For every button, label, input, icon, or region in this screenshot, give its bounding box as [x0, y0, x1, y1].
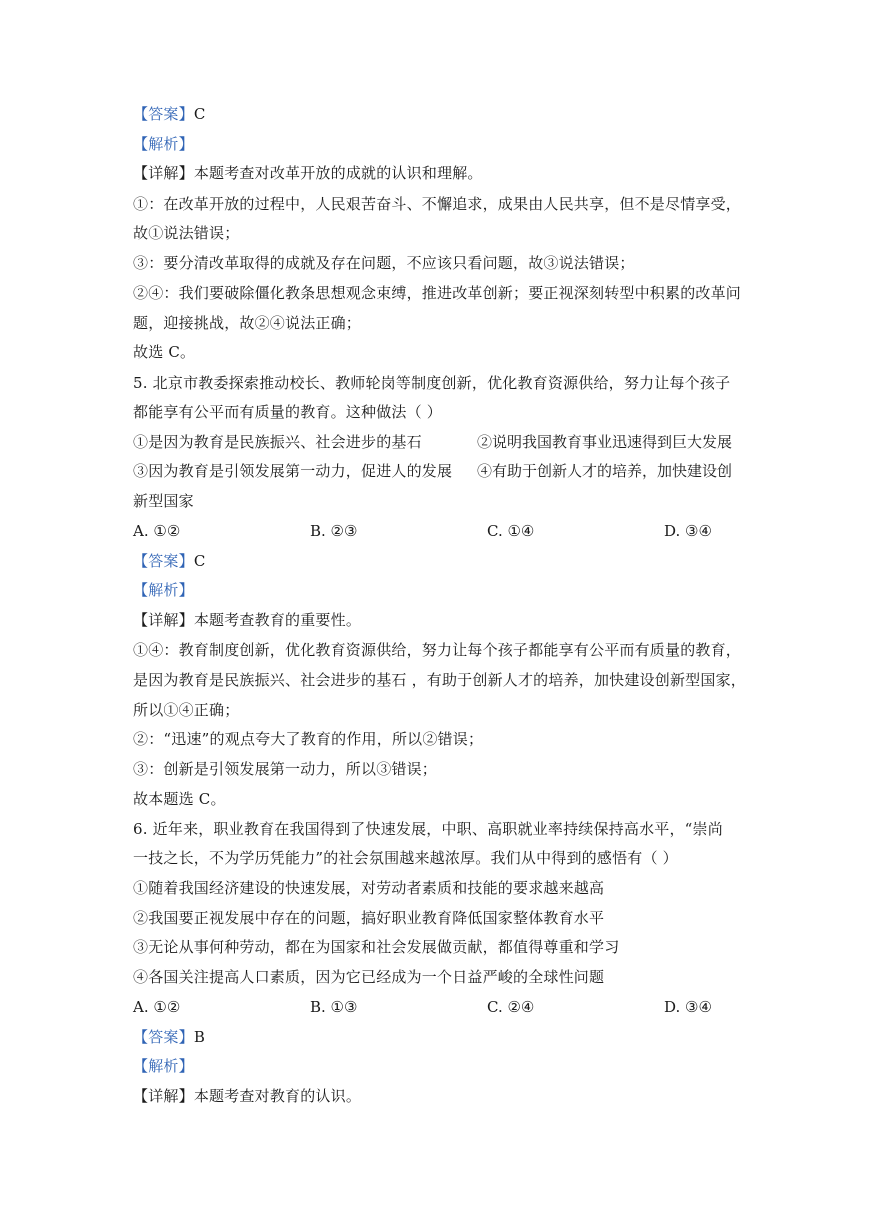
answer-tag: 【答案】 — [133, 1028, 194, 1046]
explanation-line: 是因为教育是民族振兴、社会进步的基石 ，有助于创新人才的培养，加快建设创新型国家， — [133, 671, 746, 689]
option-b: B. ①③ — [310, 998, 358, 1016]
conclusion-line: 故选 C。 — [133, 343, 196, 361]
detail-text: 本题考查对改革开放的成就的认识和理解。 — [193, 164, 483, 182]
option-d: D. ③④ — [664, 998, 712, 1016]
q6-detail-line — [133, 1086, 361, 1106]
conclusion-line: 故本题选 C。 — [133, 790, 226, 808]
statement: ②说明我国教育事业迅速得到巨大发展 — [477, 433, 733, 451]
q5-answer-line — [133, 551, 206, 571]
detail-text: 本题考查对教育的认识。 — [193, 1087, 362, 1105]
explanation-line: ①：在改革开放的过程中，人民艰苦奋斗、不懈追求，成果由人民共享，但不是尽情享受， — [133, 195, 742, 213]
detail-tag: 【详解】 — [133, 611, 194, 629]
statement: ④有助于创新人才的培养，加快建设创 — [477, 462, 733, 480]
explanation-line: 故①说法错误； — [133, 224, 240, 242]
option-c: C. ②④ — [487, 998, 535, 1016]
question-stem: 6. 近年来，职业教育在我国得到了快速发展，中职、高职就业率持续保持高水平，“崇尚 — [133, 820, 723, 838]
explanation-line: ③：要分清改革取得的成就及存在问题，不应该只看问题，故③说法错误； — [133, 254, 635, 272]
analysis-tag: 【解析】 — [133, 581, 194, 599]
answer-value: B — [193, 1028, 206, 1046]
question-stem: 5. 北京市教委探索推动校长、教师轮岗等制度创新，优化教育资源供给，努力让每个孩子 — [133, 374, 731, 392]
statement: ①是因为教育是民族振兴、社会进步的基石 — [133, 433, 422, 451]
statement: ②我国要正视发展中存在的问题，搞好职业教育降低国家整体教育水平 — [133, 909, 605, 927]
detail-text: 本题考查教育的重要性。 — [193, 611, 362, 629]
q5-detail-line — [133, 610, 361, 630]
answer-tag: 【答案】 — [133, 552, 194, 570]
explanation-line: ②：“迅速”的观点夸大了教育的作用，所以②错误； — [133, 730, 484, 748]
answer-tag: 【答案】 — [133, 105, 194, 123]
explanation-line: 所以①④正确； — [133, 701, 240, 719]
explanation-line: ②④：我们要破除僵化教条思想观念束缚，推进改革创新；要正视深刻转型中积累的改革问 — [133, 284, 742, 302]
explanation-line: ③：创新是引领发展第一动力，所以③错误； — [133, 760, 438, 778]
q6-answer-line — [133, 1027, 205, 1047]
question-stem: 都能享有公平而有质量的教育。这种做法（ ） — [133, 403, 442, 421]
statement: ④各国关注提高人口素质，因为它已经成为一个日益严峻的全球性问题 — [133, 968, 605, 986]
analysis-tag: 【解析】 — [133, 1057, 194, 1075]
option-d: D. ③④ — [664, 522, 712, 540]
detail-tag: 【详解】 — [133, 1087, 194, 1105]
option-a: A. ①② — [133, 522, 181, 540]
answer-value: C — [193, 552, 206, 570]
statement: ③无论从事何种劳动，都在为国家和社会发展做贡献，都值得尊重和学习 — [133, 938, 620, 956]
question-stem: 一技之长，不为学历凭能力”的社会氛围越来越浓厚。我们从中得到的感悟有（ ） — [133, 849, 678, 867]
statement: 新型国家 — [133, 492, 194, 510]
statement: ①随着我国经济建设的快速发展，对劳动者素质和技能的要求越来越高 — [133, 879, 605, 897]
statement: ③因为教育是引领发展第一动力，促进人的发展 — [133, 462, 453, 480]
option-c: C. ①④ — [487, 522, 535, 540]
explanation-line: 题，迎接挑战，故②④说法正确； — [133, 314, 362, 332]
q4-detail-line — [133, 163, 483, 183]
option-a: A. ①② — [133, 998, 181, 1016]
analysis-tag: 【解析】 — [133, 135, 194, 153]
q4-answer-line — [133, 104, 206, 124]
answer-value: C — [193, 105, 206, 123]
explanation-line: ①④：教育制度创新，优化教育资源供给，努力让每个孩子都能享有公平而有质量的教育， — [133, 641, 742, 659]
option-b: B. ②③ — [310, 522, 358, 540]
detail-tag: 【详解】 — [133, 164, 194, 182]
